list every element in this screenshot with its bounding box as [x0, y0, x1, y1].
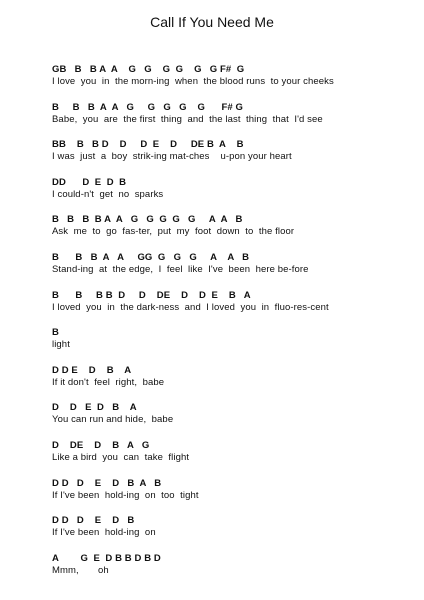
- notes-line: A G E D B B D B D: [52, 552, 161, 564]
- stanza-6: [52, 252, 412, 290]
- notes-line: D D E D B A: [52, 364, 132, 376]
- stanza-9: [52, 365, 412, 403]
- notes-line: BB B B D D D E D DE B A B: [52, 139, 244, 151]
- notes-line: B B B A A G G G G G F# G: [52, 101, 243, 113]
- song-body: [52, 64, 412, 590]
- notes-line: D D D E D B A B: [52, 477, 162, 489]
- lyric-line: I could-n't get no sparks: [52, 188, 164, 200]
- page-title: Call If You Need Me: [150, 14, 274, 30]
- lyric-line: light: [52, 339, 70, 351]
- notes-line: D D D E D B: [52, 515, 135, 527]
- lyric-line: I love you in the morn-ing when the blood runs to your cheeks: [52, 76, 334, 87]
- notes-line: DD D E D B: [52, 176, 127, 188]
- lyric-line: If I've been hold-ing on too tight: [52, 489, 199, 501]
- lyric-line: If it don't feel right, babe: [52, 376, 165, 388]
- stanza-5: [52, 214, 412, 252]
- stanza-11: [52, 440, 412, 478]
- notes-line: B B B B D D DE D D E B A: [52, 289, 251, 301]
- stanza-12: [52, 478, 412, 516]
- stanza-7: [52, 290, 412, 328]
- stanza-2: [52, 102, 412, 140]
- lyric-line: Like a bird you can take flight: [52, 451, 190, 463]
- notes-line: B B B B A A G G G G G A A B: [52, 214, 243, 226]
- stanza-8: [52, 327, 412, 365]
- lyric-line: If I've been hold-ing on: [52, 527, 156, 539]
- lyric-line: Babe, you are the first thing and the last thing that I'd see: [52, 113, 323, 125]
- stanza-1: [52, 64, 412, 102]
- lyric-line: I was just a boy strik-ing mat-ches u-pon your heart: [52, 151, 292, 163]
- notes-line: GB B B A A G G G G G G F# G: [52, 64, 245, 75]
- stanza-10: [52, 402, 412, 440]
- stanza-3: [52, 139, 412, 177]
- stanza-14: [52, 553, 412, 591]
- notes-line: D D E D B A: [52, 402, 137, 414]
- stanza-13: [52, 515, 412, 553]
- lyric-line: Ask me to go fas-ter, put my foot down to the floor: [52, 226, 295, 238]
- lyric-line: You can run and hide, babe: [52, 414, 174, 426]
- notes-line: B B B A A GG G G G A A B: [52, 251, 250, 263]
- stanza-4: [52, 177, 412, 215]
- lyric-line: Stand-ing at the edge, I feel like I've been here be-fore: [52, 263, 309, 275]
- notes-line: D DE D B A G: [52, 439, 150, 451]
- lyric-line: Mmm, oh: [52, 564, 109, 576]
- lyric-line: I loved you in the dark-ness and I loved you in fluo-res-cent: [52, 301, 329, 313]
- notes-line: B: [52, 327, 59, 339]
